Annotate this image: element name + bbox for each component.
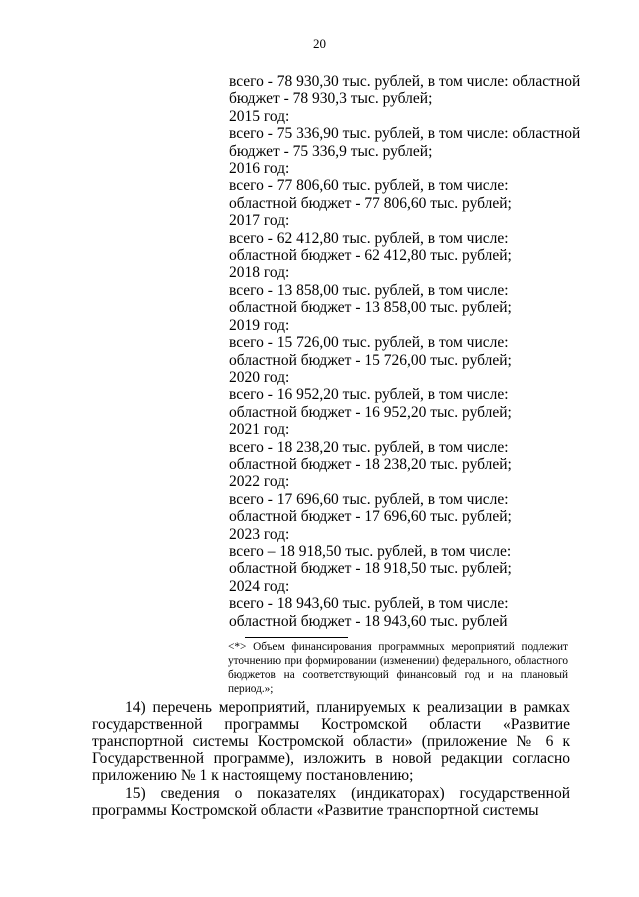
footnote: <*> Объем финансирования программных мероприятий подлежит уточнению при формировании (изменении) федерального, областного бюджетов на соответствующий финансовый год и на плановый период.»; [228, 641, 568, 696]
financing-line: всего - 78 930,30 тыс. рублей, в том числе: областной [229, 73, 581, 90]
financing-line: всего - 18 238,20 тыс. рублей, в том числе: [229, 438, 509, 456]
financing-year: 2022 год: [229, 473, 290, 491]
financing-year: 2020 год: [229, 368, 290, 386]
financing-line: областной бюджет - 15 726,00 тыс. рублей; [229, 351, 512, 369]
financing-line: областной бюджет - 13 858,00 тыс. рублей; [229, 299, 512, 317]
financing-year: 2018 год: [229, 264, 290, 282]
financing-line: всего - 16 952,20 тыс. рублей, в том числе: [229, 386, 509, 404]
financing-line: областной бюджет - 62 412,80 тыс. рублей; [229, 247, 512, 265]
financing-line: всего - 15 726,00 тыс. рублей, в том числе: [229, 334, 509, 352]
financing-line: всего – 18 918,50 тыс. рублей, в том числе: [229, 542, 512, 560]
page-number: 20 [313, 36, 326, 51]
financing-line: всего - 18 943,60 тыс. рублей, в том числе: [229, 595, 509, 613]
financing-line: всего - 17 696,60 тыс. рублей, в том числе: [229, 490, 509, 508]
financing-line: областной бюджет - 18 918,50 тыс. рублей; [229, 560, 512, 578]
paragraph-14: 14) перечень мероприятий, планируемых к реализации в рамках государственной программы Костромской области «Развитие транспортной системы Костромской области» (приложение № 6 к Государственной программе), изложить в новой редакции согласно приложению № 1 к настоящему постановлению; [92, 699, 570, 784]
paragraph-15: 15) сведения о показателях (индикаторах) государственной программы Костромской области «Развитие транспортной системы [92, 785, 570, 819]
financing-line: областной бюджет - 77 806,60 тыс. рублей; [229, 194, 512, 212]
financing-year: 2019 год: [229, 316, 290, 334]
financing-year: 2021 год: [229, 421, 290, 439]
financing-line: всего - 62 412,80 тыс. рублей, в том числе: [229, 229, 509, 247]
financing-year: 2023 год: [229, 525, 290, 543]
financing-year: 2017 год: [229, 212, 290, 230]
financing-line: областной бюджет - 17 696,60 тыс. рублей; [229, 508, 512, 526]
financing-year: 2024 год: [229, 577, 290, 595]
financing-line: бюджет - 78 930,3 тыс. рублей; [229, 90, 433, 108]
footnote-divider [245, 637, 348, 638]
financing-line: областной бюджет - 18 238,20 тыс. рублей; [229, 455, 512, 473]
financing-line: областной бюджет - 18 943,60 тыс. рублей [229, 612, 508, 630]
financing-volume-block [229, 73, 579, 630]
financing-year: 2016 год: [229, 160, 290, 178]
financing-line: всего - 77 806,60 тыс. рублей, в том числе: [229, 177, 509, 195]
financing-line: всего - 13 858,00 тыс. рублей, в том числе: [229, 281, 509, 299]
financing-year: 2015 год: [229, 107, 290, 125]
financing-line: бюджет - 75 336,9 тыс. рублей; [229, 142, 433, 160]
financing-line: областной бюджет - 16 952,20 тыс. рублей; [229, 403, 512, 421]
financing-line: всего - 75 336,90 тыс. рублей, в том числе: областной [229, 125, 581, 143]
